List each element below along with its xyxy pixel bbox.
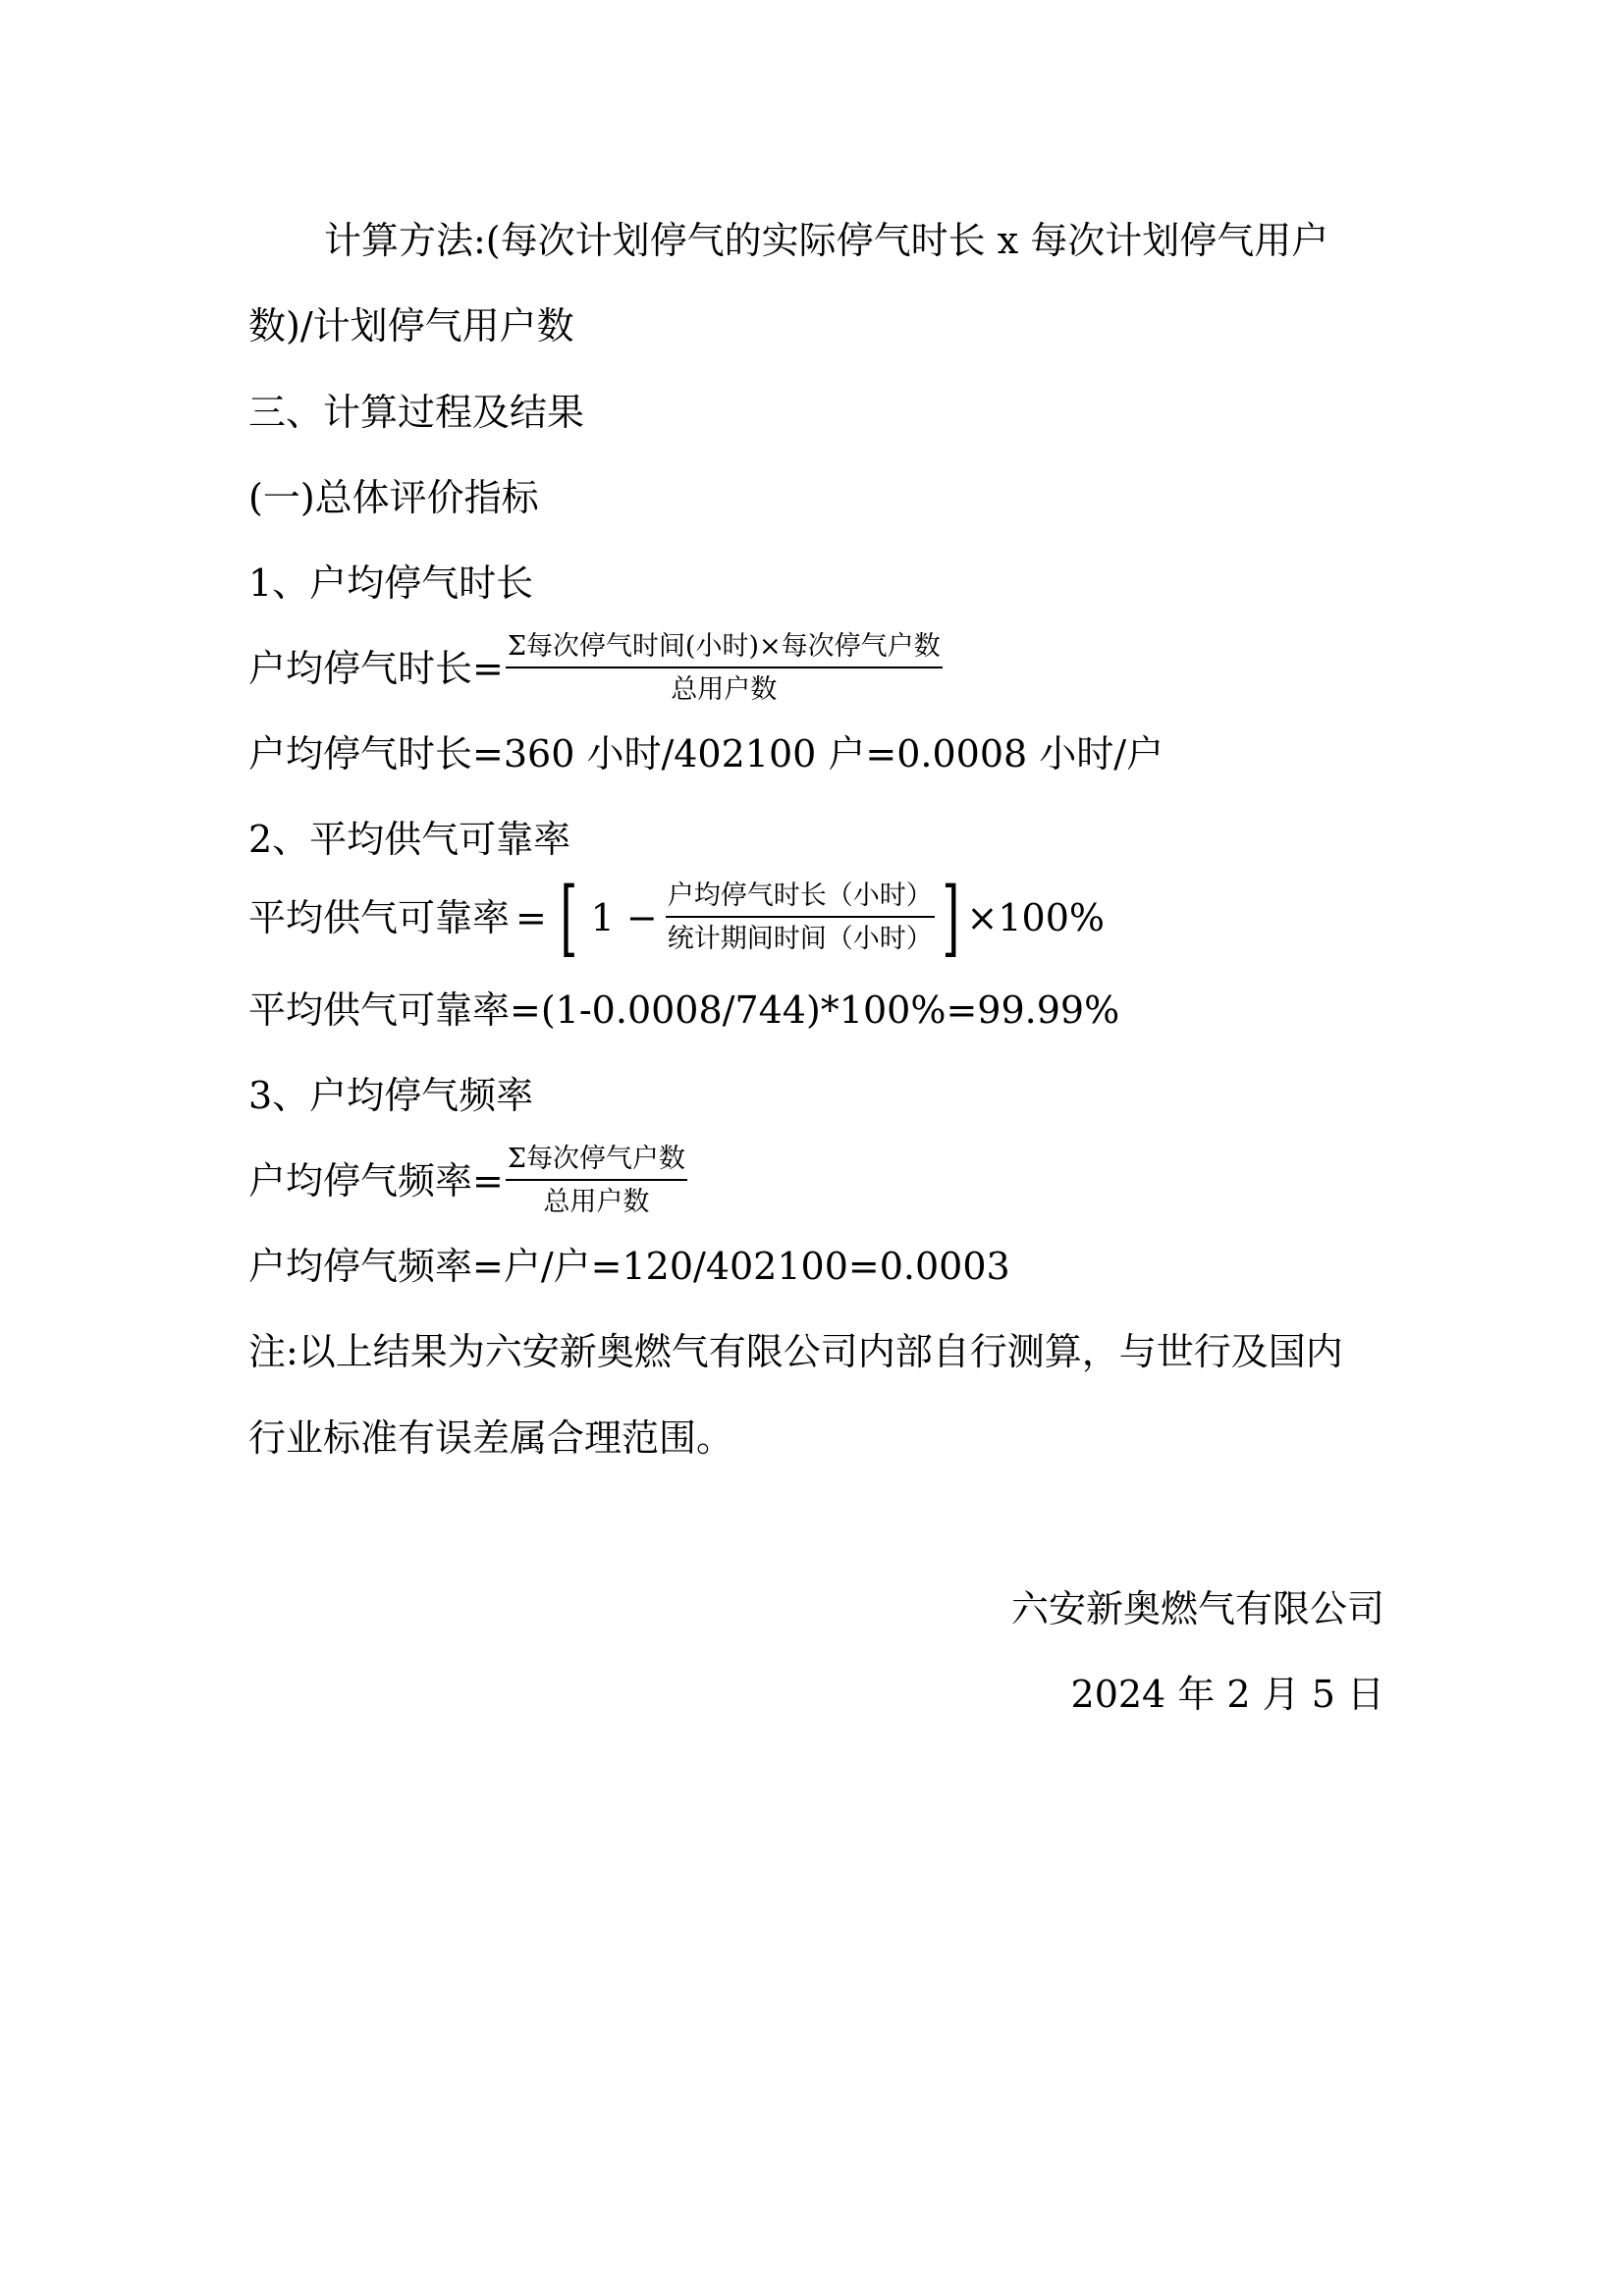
method-line-2: 数)/计划停气用户数 — [248, 304, 574, 347]
section-heading: 三、计算过程及结果 — [248, 391, 585, 434]
right-bracket: ] — [942, 870, 960, 966]
item2-denominator: 统计期间时间（小时） — [667, 924, 933, 954]
item3-denominator: 总用户数 — [543, 1187, 650, 1217]
signature-company: 六安新奥燃气有限公司 — [1010, 1587, 1384, 1630]
item2-formula — [248, 870, 1106, 966]
sigma-symbol: Σ — [507, 1144, 526, 1174]
note-line-1: 注:以上结果为六安新奥燃气有限公司内部自行测算，与世行及国内 — [248, 1330, 1343, 1373]
item2-result: 平均供气可靠率=(1-0.0008/744)*100%=99.99% — [248, 988, 1120, 1032]
item2-heading: 2、平均供气可靠率 — [248, 818, 571, 861]
item2-numerator: 户均停气时长（小时） — [666, 881, 935, 918]
item1-heading: 1、户均停气时长 — [248, 561, 534, 605]
item2-one-minus: 1 − — [590, 896, 658, 939]
item2-formula-lead: 平均供气可靠率 — [248, 896, 511, 939]
item3-numerator-text: 每次停气户数 — [525, 1144, 685, 1174]
item1-fraction — [506, 631, 943, 706]
left-bracket: [ — [560, 870, 578, 966]
item3-formula-lead: 户均停气频率= — [248, 1159, 504, 1202]
signature-date: 2024 年 2 月 5 日 — [1070, 1673, 1384, 1716]
item3-numerator — [506, 1144, 687, 1181]
method-line-1: 计算方法:(每次计划停气的实际停气时长 x 每次计划停气用户 — [324, 219, 1329, 262]
item1-formula — [248, 631, 943, 706]
item1-result: 户均停气时长=360 小时/402100 户=0.0008 小时/户 — [248, 732, 1164, 775]
sigma-symbol: Σ — [507, 631, 526, 662]
subsection-heading: (一)总体评价指标 — [248, 476, 539, 519]
item3-heading: 3、户均停气频率 — [248, 1074, 534, 1117]
item1-numerator — [506, 631, 943, 668]
item1-denominator: 总用户数 — [671, 674, 778, 705]
item3-fraction — [506, 1144, 687, 1218]
item1-formula-lead: 户均停气时长= — [248, 647, 504, 690]
item3-result: 户均停气频率=户/户=120/402100=0.0003 — [248, 1245, 1010, 1288]
item3-formula — [248, 1144, 687, 1218]
note-line-2: 行业标准有误差属合理范围。 — [248, 1416, 734, 1460]
item1-numerator-text: 每次停气时间(小时)×每次停气户数 — [525, 631, 941, 662]
item2-equals: = — [515, 896, 547, 939]
item2-times: ×100% — [966, 896, 1106, 939]
item2-fraction — [666, 881, 935, 955]
